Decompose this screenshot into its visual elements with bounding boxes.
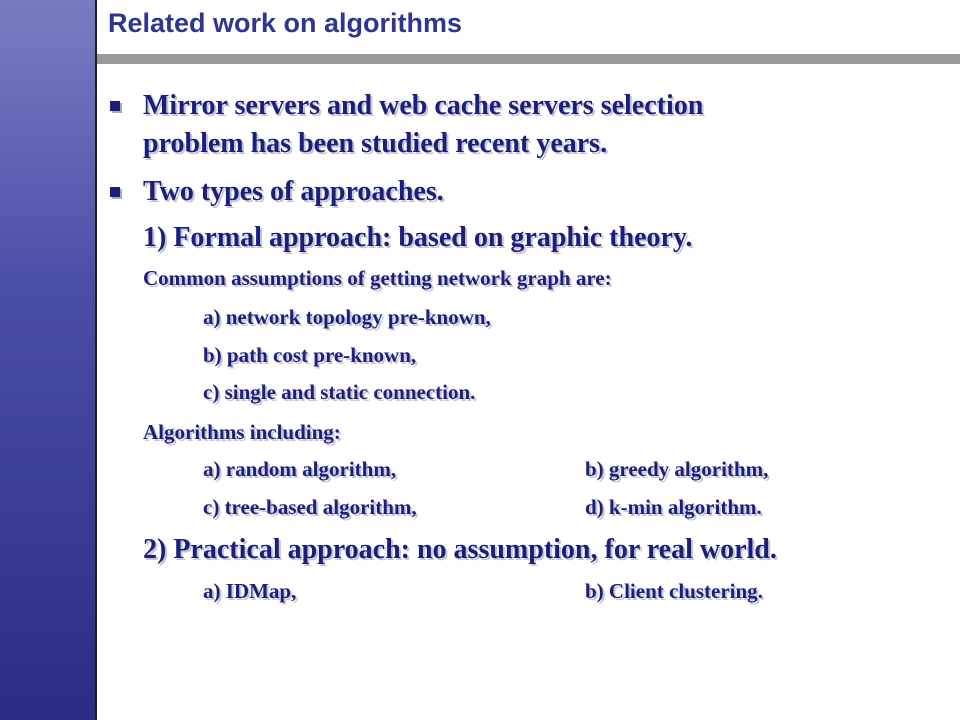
practical-item: a) IDMap, bbox=[203, 579, 297, 603]
algorithm-item: b) greedy algorithm, bbox=[585, 457, 769, 481]
algorithms-heading: Algorithms including: bbox=[143, 420, 341, 444]
left-sidebar-band bbox=[0, 0, 95, 720]
assumption-item: b) path cost pre-known, bbox=[203, 343, 417, 367]
assumptions-heading: Common assumptions of getting network graph are: bbox=[143, 266, 612, 290]
algorithm-item: c) tree-based algorithm, bbox=[203, 495, 417, 519]
bullet-2-line-1: Two types of approaches. bbox=[143, 176, 444, 207]
bullet-marker bbox=[110, 101, 120, 111]
slide-title: Related work on algorithms bbox=[108, 8, 463, 38]
algorithm-item: d) k-min algorithm. bbox=[585, 495, 762, 519]
practical-item: b) Client clustering. bbox=[585, 579, 763, 603]
bullet-1-line-2: problem has been studied recent years. bbox=[143, 128, 608, 159]
title-underline bbox=[97, 54, 960, 64]
assumption-item: c) single and static connection. bbox=[203, 380, 476, 404]
bullet-marker bbox=[110, 187, 120, 197]
algorithm-item: a) random algorithm, bbox=[203, 457, 397, 481]
sidebar-divider bbox=[95, 0, 97, 720]
bullet-1-line-1: Mirror servers and web cache servers selection bbox=[143, 90, 704, 121]
formal-approach-heading: 1) Formal approach: based on graphic theory. bbox=[143, 222, 693, 253]
practical-approach-heading: 2) Practical approach: no assumption, for real world. bbox=[143, 534, 777, 565]
assumption-item: a) network topology pre-known, bbox=[203, 305, 491, 329]
